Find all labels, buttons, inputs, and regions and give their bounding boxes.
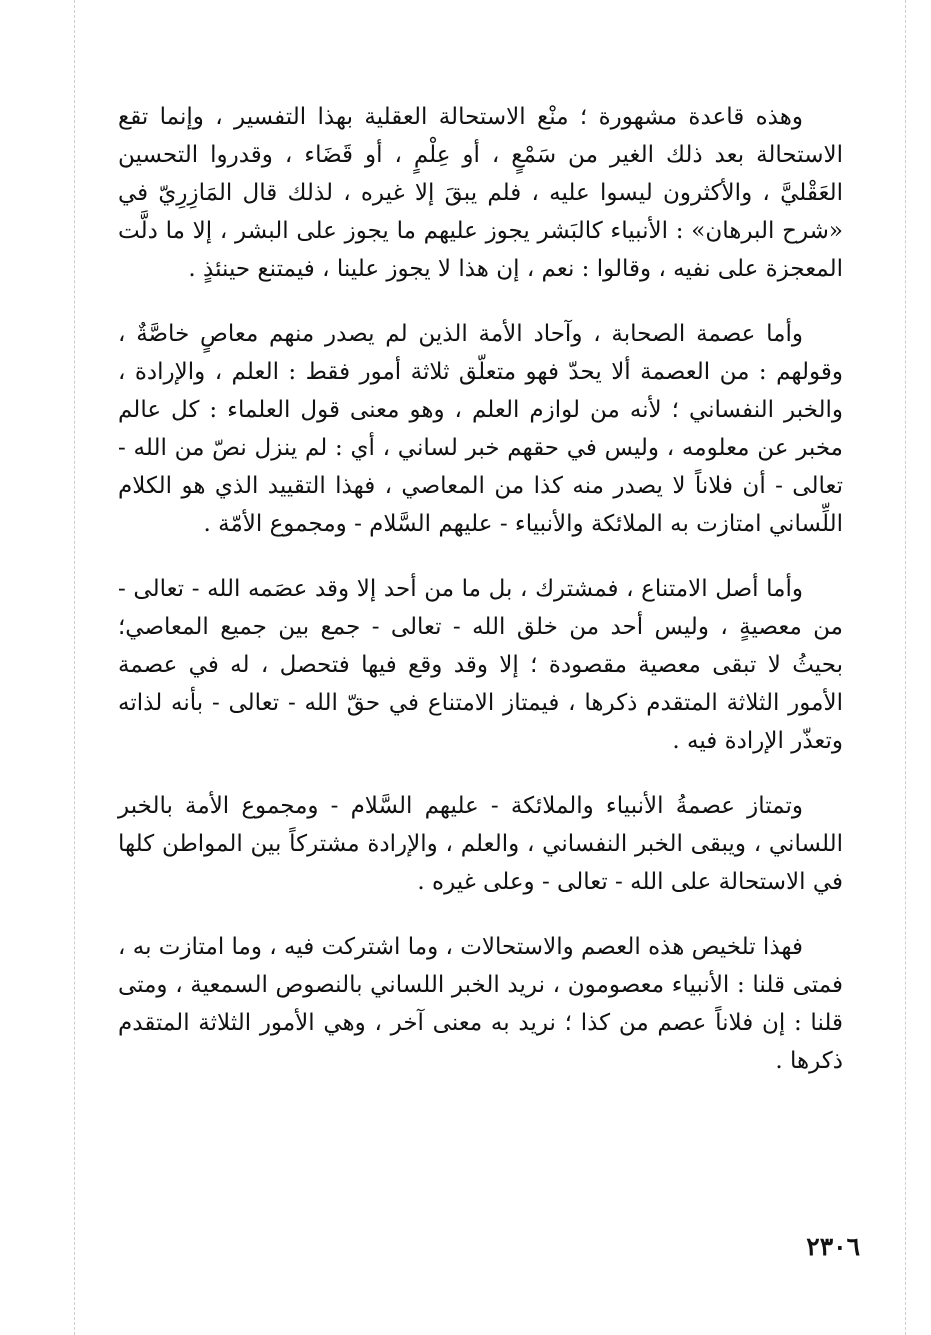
page-body xyxy=(118,98,843,1080)
paragraph-prophets-distinction: وتمتاز عصمةُ الأنبياء والملائكة - عليهم السَّلام - ومجموع الأمة بالخبر اللساني ، ويبقى الخبر النفساني ، والعلم ، والإرادة مشتركاً بين المواطن كلها في الاستحالة على الله - تعالى - وعلى غيره . xyxy=(118,793,843,895)
paragraph-companions-infallibility: وأما عصمة الصحابة ، وآحاد الأمة الذين لم يصدر منهم معاصٍ خاصَّةٌ ، وقولهم : من العصمة ألا يحدّ فهو متعلّق ثلاثة أمور فقط : العلم ، والإرادة ، والخبر النفساني ؛ لأنه من لوازم العلم ، وهو معنى قول العلماء : كل عالم مخبر عن معلومه ، وليس في حقهم خبر لساني ، أي : لم ينزل نصّ من الله - تعالى - أن فلاناً لا يصدر منه كذا من المعاصي ، فهذا التقييد الذي هو الكلام اللِّساني امتازت به الملائكة والأنبياء - عليهم السَّلام - ومجموع الأمّة . xyxy=(118,321,843,537)
scan-margin-left xyxy=(74,0,75,1335)
scan-margin-right xyxy=(905,0,906,1335)
page-number: ٢٣٠٦ xyxy=(806,1232,860,1261)
paragraph-summary: فهذا تلخيص هذه العصم والاستحالات ، وما اشتركت فيه ، وما امتازت به ، فمتى قلنا : الأنبياء معصومون ، نريد الخبر اللساني بالنصوص السمعية ، ومتى قلنا : إن فلاناً عصم من كذا ؛ نريد به معنى آخر ، وهي الأمور الثلاثة المتقدم ذكرها . xyxy=(118,934,843,1074)
paragraph-origin-of-impossibility: وأما أصل الامتناع ، فمشترك ، بل ما من أحد إلا وقد عصَمه الله - تعالى - من معصيةٍ ، وليس أحد من خلق الله - تعالى - جمع بين جميع المعاصي؛ بحيثُ لا تبقى معصية مقصودة ؛ إلا وقد وقع فيها فتحصل ، له في عصمة الأمور الثلاثة المتقدم ذكرها ، فيمتاز الامتناع في حقّ الله - تعالى - بأنه لذاته وتعذّر الإرادة فيه . xyxy=(118,576,843,754)
paragraph-impossibility-rule: وهذه قاعدة مشهورة ؛ منْع الاستحالة العقلية بهذا التفسير ، وإنما تقع الاستحالة بعد ذلك الغير من سَمْعٍ ، أو عِلْمٍ ، أو قَضَاء ، وقدروا التحسين العَقْليَّ ، والأكثرون ليسوا عليه ، فلم يبقَ إلا غيره ، لذلك قال المَازِرِيّ في «شرح البرهان» : الأنبياء كالبَشر يجوز عليهم ما يجوز على البشر ، إلا ما دلَّت المعجزة على نفيه ، وقالوا : نعم ، إن هذا لا يجوز علينا ، فيمتنع حينئذٍ . xyxy=(118,104,843,282)
